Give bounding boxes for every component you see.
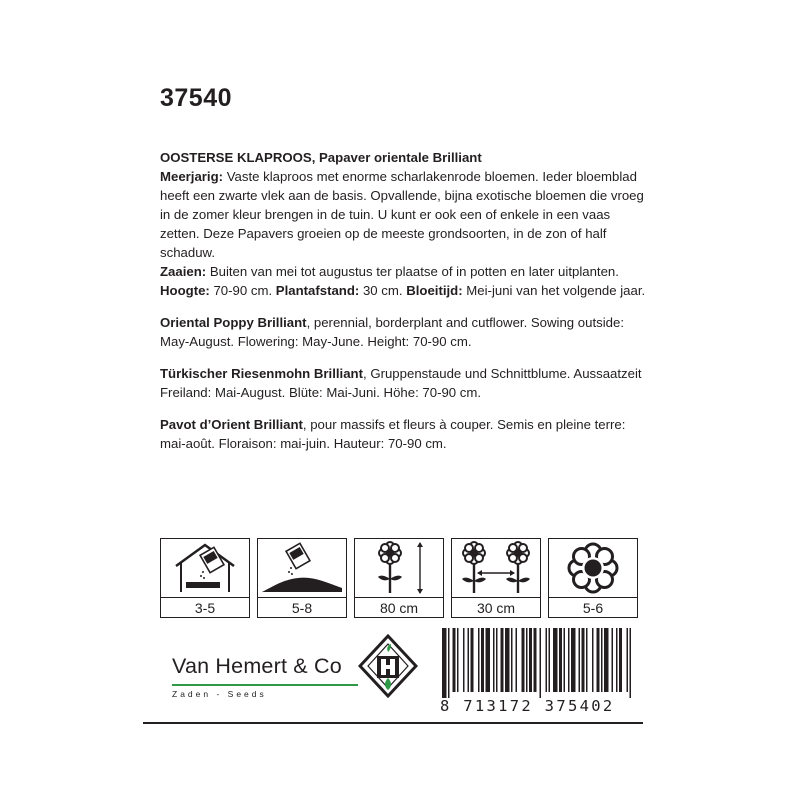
bottom-rule <box>143 722 643 724</box>
spacing-label: Plantafstand: <box>275 283 360 298</box>
plant-height-label: 80 cm <box>379 599 419 616</box>
barcode-bar <box>568 628 570 692</box>
plant-spacing-cell <box>451 538 541 618</box>
barcode-bar <box>511 628 513 692</box>
dutch-common-name: OOSTERSE KLAPROOS <box>160 150 312 165</box>
barcode-bar <box>630 628 632 698</box>
barcode-bar <box>627 628 629 692</box>
barcode-bar <box>616 628 618 692</box>
plant-spacing-icon <box>454 541 538 595</box>
german-description <box>160 364 650 402</box>
brand-divider <box>172 684 358 686</box>
product-description <box>160 148 650 466</box>
barcode-bar <box>526 628 528 692</box>
flowering-cell <box>548 538 638 618</box>
dutch-description <box>160 148 650 300</box>
dutch-latin-name: , Papaver orientale Brilliant <box>311 150 482 165</box>
english-name: Oriental Poppy Brilliant <box>160 315 307 330</box>
barcode-bar <box>612 628 614 692</box>
perennial-text: Vaste klaproos met enorme scharlakenrode bloemen. Ieder bloemblad heeft een zwarte vlek aan de basis. Opvallende, bijna exotische bloemen die vroeg in de zomer kleur brengen in de tuin. U kunt er ook een of enkele in een vaas zetten. Deze Papavers groeien op de meeste grondsoorten, in de zon of half schaduw. <box>160 169 644 260</box>
barcode-bar <box>453 628 456 692</box>
sowing-info-icons <box>160 538 638 618</box>
outdoor-sowing-label: 5-8 <box>291 599 313 616</box>
french-text: , pour massifs et fleurs à couper. Semis en pleine terre: mai-août. Floraison: mai-juin. Hauteur: 70-90 cm. <box>160 417 626 451</box>
flowering-icon <box>567 542 619 594</box>
barcode-bar <box>468 628 470 692</box>
french-name: Pavot d’Orient Brilliant <box>160 417 303 432</box>
indoor-sowing-icon <box>170 542 240 594</box>
barcode-bar <box>571 628 576 692</box>
barcode-bar <box>442 628 447 698</box>
german-name: Türkischer Riesenmohn Brilliant <box>160 366 363 381</box>
barcode-bar <box>553 628 558 692</box>
barcode-bar <box>516 628 518 692</box>
indoor-sowing-label: 3-5 <box>194 599 216 616</box>
barcode-bar <box>564 628 566 692</box>
barcode-bar <box>592 628 594 692</box>
sowing-label: Zaaien: <box>160 264 207 279</box>
barcode-bar <box>540 628 542 698</box>
spacing-text: 30 cm. <box>359 283 407 298</box>
barcode-bar <box>604 628 609 692</box>
bloom-text: Mei-juni van het volgende jaar. <box>462 283 646 298</box>
barcode-bar <box>597 628 600 692</box>
english-text: , perennial, borderplant and cutflower. Sowing outside: May-August. Flowering: May-June. Height: 70-90 cm. <box>160 315 624 349</box>
barcode-bar <box>549 628 551 692</box>
barcode-bar <box>457 628 459 692</box>
barcode-digits: 8 713172 375402 <box>440 697 615 715</box>
brand-tagline: Zaden - Seeds <box>172 688 267 699</box>
flowering-label: 5-6 <box>582 599 604 616</box>
barcode-bar <box>493 628 495 692</box>
barcode-bar <box>481 628 484 692</box>
sowing-text: Buiten van mei tot augustus ter plaatse of in potten en later uitplanten. <box>206 264 619 279</box>
barcode-bar <box>448 628 450 698</box>
bloom-label: Bloeitijd: <box>406 283 463 298</box>
dutch-title <box>160 150 482 165</box>
height-text: 70-90 cm. <box>209 283 276 298</box>
barcode-bar <box>586 628 588 692</box>
barcode-bar <box>463 628 465 692</box>
plant-spacing-label: 30 cm <box>476 599 516 616</box>
outdoor-sowing-cell <box>257 538 347 618</box>
barcode-bar <box>579 628 581 692</box>
barcode-bar <box>534 628 537 692</box>
barcode-bar <box>478 628 480 692</box>
perennial-label: Meerjarig: <box>160 169 224 184</box>
brand-block <box>172 654 362 699</box>
barcode <box>440 628 640 698</box>
french-description <box>160 415 650 453</box>
plant-height-cell <box>354 538 444 618</box>
barcode-bar <box>546 628 548 692</box>
plant-height-icon <box>364 541 434 595</box>
barcode-bar <box>505 628 510 692</box>
indoor-sowing-cell <box>160 538 250 618</box>
english-description <box>160 313 650 351</box>
barcode-bar <box>471 628 474 692</box>
barcode-bar <box>496 628 498 692</box>
brand-logo-icon <box>358 634 418 698</box>
barcode-bar <box>619 628 622 692</box>
barcode-bar <box>582 628 585 692</box>
brand-name: Van Hemert & Co <box>172 654 342 678</box>
german-text: , Gruppenstaude und Schnittblume. Aussaatzeit Freiland: Mai-August. Blüte: Mai-Juni. Höhe: 70-90 cm. <box>160 366 642 400</box>
barcode-bar <box>559 628 562 692</box>
barcode-bar <box>522 628 525 692</box>
barcode-bar <box>501 628 504 692</box>
article-number: 37540 <box>160 84 233 112</box>
barcode-bar <box>529 628 532 692</box>
barcode-bar <box>601 628 603 692</box>
height-label: Hoogte: <box>160 283 210 298</box>
barcode-bar <box>486 628 491 692</box>
outdoor-sowing-icon <box>260 542 344 594</box>
